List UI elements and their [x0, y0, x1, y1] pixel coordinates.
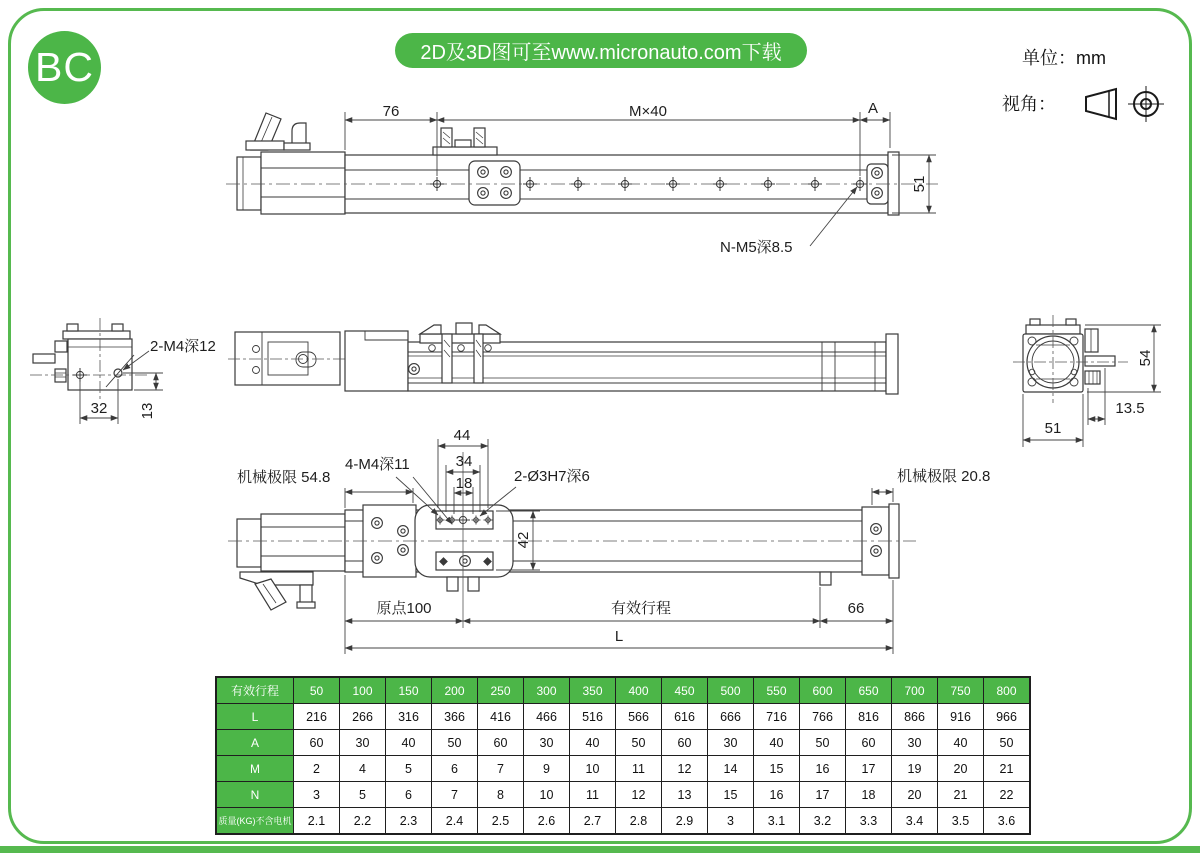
- table-cell: 2.7: [570, 808, 616, 835]
- table-cell: 40: [386, 730, 432, 756]
- table-cell: 40: [570, 730, 616, 756]
- table-cell: 10: [570, 756, 616, 782]
- table-cell: 2.1: [294, 808, 340, 835]
- table-cell: 30: [892, 730, 938, 756]
- dim-l-label: L: [614, 628, 624, 645]
- dim-51-right-label: 51: [1044, 420, 1062, 437]
- table-header-cell: 800: [984, 677, 1031, 704]
- table-cell: 966: [984, 704, 1031, 730]
- table-row-label: N: [216, 782, 294, 808]
- table-cell: 2: [294, 756, 340, 782]
- table-header-cell: 250: [478, 677, 524, 704]
- table-cell: 8: [478, 782, 524, 808]
- mech-limit-right-label: 机械极限 20.8: [897, 468, 991, 485]
- pin-note-label: 2-Ø3H7深6: [514, 468, 590, 485]
- dim-32-label: 32: [90, 400, 108, 417]
- table-row: [216, 756, 1030, 782]
- table-header-label: 有效行程: [216, 677, 294, 704]
- table-cell: 15: [754, 756, 800, 782]
- dim-a-label: A: [867, 100, 879, 117]
- table-cell: 2.6: [524, 808, 570, 835]
- table-cell: 10: [524, 782, 570, 808]
- dim-42-label: 42: [514, 531, 532, 549]
- table-header-row: [216, 677, 1030, 704]
- dim-13-5-label: 13.5: [1115, 400, 1145, 417]
- table-cell: 21: [984, 756, 1031, 782]
- thread-note-2m4-label: 2-M4深12: [150, 338, 216, 355]
- table-header-cell: 600: [800, 677, 846, 704]
- table-header-cell: 400: [616, 677, 662, 704]
- dim-51-top-label: 51: [910, 175, 928, 193]
- stroke-label: 有效行程: [610, 600, 672, 617]
- table-row-label: L: [216, 704, 294, 730]
- table-row: [216, 782, 1030, 808]
- table-cell: 21: [938, 782, 984, 808]
- table-header-cell: 350: [570, 677, 616, 704]
- table-cell: 50: [800, 730, 846, 756]
- table-cell: 60: [478, 730, 524, 756]
- table-cell: 30: [340, 730, 386, 756]
- table-cell: 11: [616, 756, 662, 782]
- table-cell: 50: [984, 730, 1031, 756]
- view-angle-label: 视角：: [1002, 94, 1056, 114]
- table-cell: 2.2: [340, 808, 386, 835]
- table-cell: 12: [616, 782, 662, 808]
- origin-label: 原点100: [376, 600, 432, 617]
- table-cell: 366: [432, 704, 478, 730]
- side-view-drawing: [228, 323, 898, 394]
- table-cell: 3.6: [984, 808, 1031, 835]
- table-header-cell: 700: [892, 677, 938, 704]
- table-cell: 14: [708, 756, 754, 782]
- table-cell: 50: [432, 730, 478, 756]
- table-cell: 3.4: [892, 808, 938, 835]
- dim-54-label: 54: [1136, 349, 1154, 367]
- table-cell: 20: [892, 782, 938, 808]
- table-cell: 50: [616, 730, 662, 756]
- table-header-cell: 750: [938, 677, 984, 704]
- table-cell: 766: [800, 704, 846, 730]
- table-cell: 2.5: [478, 808, 524, 835]
- table-cell: 3.3: [846, 808, 892, 835]
- table-cell: 7: [478, 756, 524, 782]
- table-cell: 6: [386, 782, 432, 808]
- table-cell: 12: [662, 756, 708, 782]
- table-cell: 5: [340, 782, 386, 808]
- table-cell: 466: [524, 704, 570, 730]
- table-cell: 16: [800, 756, 846, 782]
- series-badge: BC: [28, 31, 101, 104]
- table-cell: 816: [846, 704, 892, 730]
- download-banner: 2D及3D图可至www.micronauto.com下载: [395, 33, 807, 68]
- dim-13-label: 13: [138, 402, 156, 420]
- table-cell: 9: [524, 756, 570, 782]
- table-cell: 30: [708, 730, 754, 756]
- table-row: [216, 808, 1030, 835]
- table-cell: 4: [340, 756, 386, 782]
- table-cell: 716: [754, 704, 800, 730]
- unit-label: 单位：mm: [1022, 48, 1106, 68]
- spec-table: [215, 676, 1031, 835]
- table-cell: 266: [340, 704, 386, 730]
- dim-mx40-label: M×40: [629, 103, 667, 120]
- dim-66-label: 66: [847, 600, 865, 617]
- table-header-cell: 100: [340, 677, 386, 704]
- table-row-label: 质量(KG)不含电机: [216, 808, 294, 835]
- thread-note-4m4-label: 4-M4深11: [345, 456, 410, 473]
- table-cell: 3.1: [754, 808, 800, 835]
- table-cell: 17: [846, 756, 892, 782]
- table-cell: 11: [570, 782, 616, 808]
- table-cell: 3: [294, 782, 340, 808]
- table-cell: 666: [708, 704, 754, 730]
- table-cell: 22: [984, 782, 1031, 808]
- table-cell: 5: [386, 756, 432, 782]
- table-cell: 616: [662, 704, 708, 730]
- table-cell: 566: [616, 704, 662, 730]
- table-cell: 3: [708, 808, 754, 835]
- table-cell: 19: [892, 756, 938, 782]
- table-cell: 40: [938, 730, 984, 756]
- table-cell: 30: [524, 730, 570, 756]
- table-header-cell: 200: [432, 677, 478, 704]
- table-cell: 20: [938, 756, 984, 782]
- table-cell: 2.8: [616, 808, 662, 835]
- table-header-cell: 450: [662, 677, 708, 704]
- table-cell: 316: [386, 704, 432, 730]
- right-end-view-drawing: [1013, 315, 1161, 447]
- table-cell: 60: [294, 730, 340, 756]
- dim-18-label: 18: [455, 475, 473, 492]
- table-header-cell: 550: [754, 677, 800, 704]
- table-cell: 216: [294, 704, 340, 730]
- table-header-cell: 650: [846, 677, 892, 704]
- table-cell: 7: [432, 782, 478, 808]
- table-cell: 916: [938, 704, 984, 730]
- mech-limit-left-label: 机械极限 54.8: [237, 469, 331, 486]
- dim-76-label: 76: [382, 103, 400, 120]
- table-row-label: A: [216, 730, 294, 756]
- table-cell: 2.9: [662, 808, 708, 835]
- table-cell: 16: [754, 782, 800, 808]
- top-view-drawing: [226, 112, 938, 246]
- table-header-cell: 500: [708, 677, 754, 704]
- table-cell: 2.4: [432, 808, 478, 835]
- thread-note-nm5-label: N-M5深8.5: [720, 239, 793, 256]
- first-angle-projection-icon: [1086, 86, 1164, 122]
- table-cell: 13: [662, 782, 708, 808]
- table-header-cell: 150: [386, 677, 432, 704]
- table-cell: 40: [754, 730, 800, 756]
- table-header-cell: 50: [294, 677, 340, 704]
- table-cell: 3.2: [800, 808, 846, 835]
- table-cell: 416: [478, 704, 524, 730]
- table-row: [216, 730, 1030, 756]
- table-cell: 6: [432, 756, 478, 782]
- table-cell: 866: [892, 704, 938, 730]
- table-cell: 516: [570, 704, 616, 730]
- table-row-label: M: [216, 756, 294, 782]
- table-header-cell: 300: [524, 677, 570, 704]
- table-row: [216, 704, 1030, 730]
- dim-44-label: 44: [453, 427, 471, 444]
- dim-34-label: 34: [455, 453, 473, 470]
- table-cell: 2.3: [386, 808, 432, 835]
- table-cell: 17: [800, 782, 846, 808]
- table-cell: 60: [846, 730, 892, 756]
- table-cell: 60: [662, 730, 708, 756]
- table-cell: 18: [846, 782, 892, 808]
- table-cell: 15: [708, 782, 754, 808]
- table-cell: 3.5: [938, 808, 984, 835]
